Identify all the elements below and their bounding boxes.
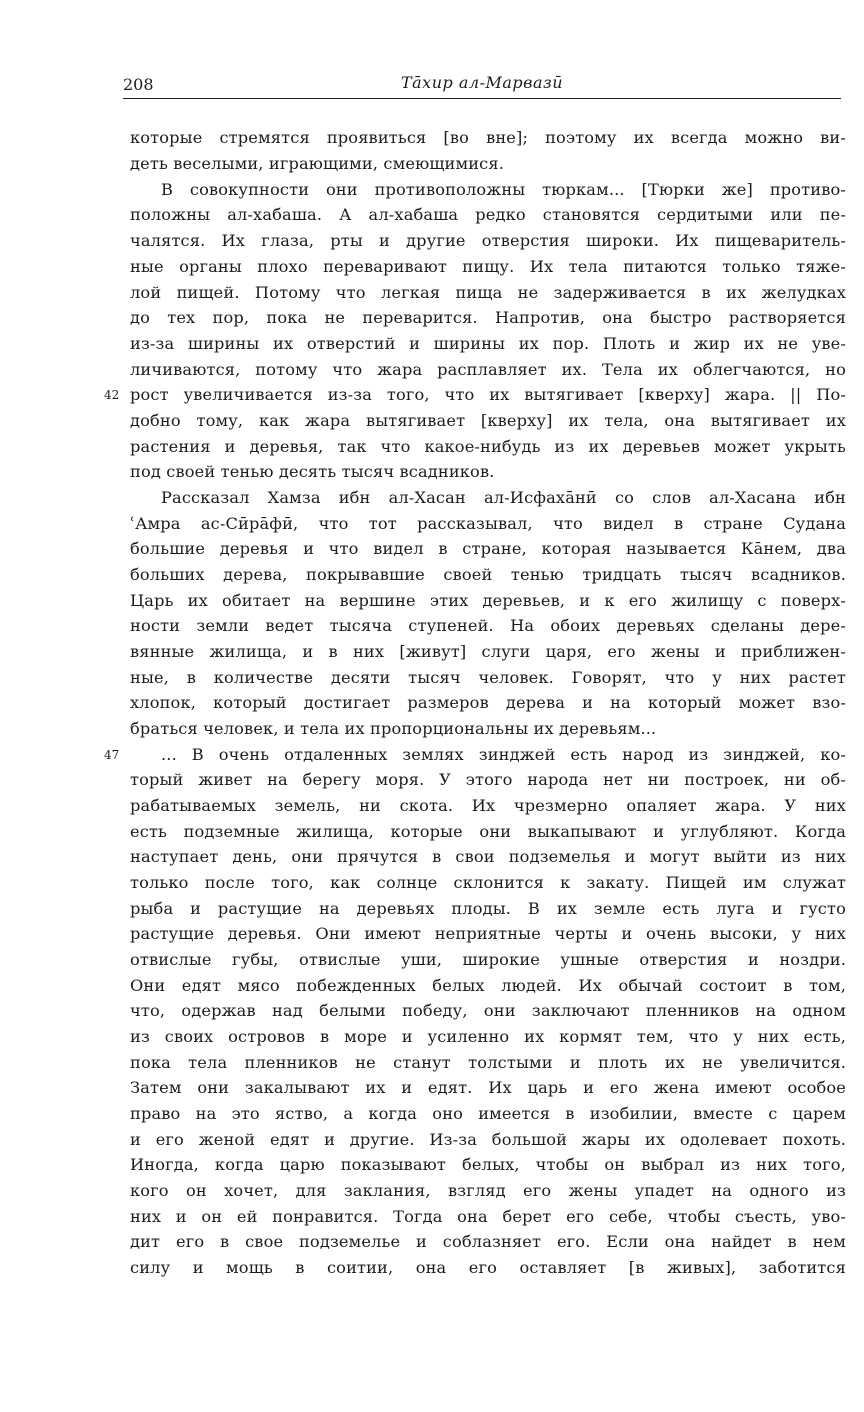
text-line: и его женой едят и другие. Из-за большой жары их одолевает похоть. bbox=[130, 1130, 846, 1149]
text-line: ... В очень отдаленных землях зинджей есть народ из зинджей, ко- bbox=[161, 745, 846, 764]
text-line: отвислые губы, отвислые уши, широкие ушные отверстия и ноздри. bbox=[130, 950, 846, 969]
text-line: которые стремятся проявиться [во вне]; поэтому их всегда можно ви- bbox=[130, 128, 846, 147]
text-line: ʿАмра ас-Сӣрāфӣ, что тот рассказывал, что видел в стране Судана bbox=[130, 514, 846, 533]
text-line: что, одержав над белыми победу, они заключают пленников на одном bbox=[130, 1001, 846, 1020]
text-line: Рассказал Хамза ибн ал-Хасан ал-Исфахāнӣ со слов ал-Хасана ибн bbox=[161, 488, 846, 507]
text-line: рост увеличивается из-за того, что их вытягивает [кверху] жара. || По- bbox=[130, 385, 846, 404]
text-line: добно тому, как жара вытягивает [кверху] их тела, она вытягивает их bbox=[130, 411, 846, 430]
text-line: Царь их обитает на вершине этих деревьев, и к его жилищу с поверх- bbox=[130, 591, 846, 610]
text-line: из своих островов в море и усиленно их кормят тем, что у них есть, bbox=[130, 1027, 846, 1046]
text-line: Иногда, когда царю показывают белых, чтобы он выбрал из них того, bbox=[130, 1155, 846, 1174]
text-line: дит его в свое подземелье и соблазняет его. Если она найдет в нем bbox=[130, 1232, 846, 1251]
text-line: из-за ширины их отверстий и ширины их пор. Плоть и жир их не уве- bbox=[130, 334, 846, 353]
running-title: Тāхир ал-Марвазӣ bbox=[400, 73, 564, 92]
text-line: торый живет на берегу моря. У этого народа нет ни построек, ни об- bbox=[130, 770, 846, 789]
text-line: под своей тенью десять тысяч всадников. bbox=[130, 462, 495, 481]
text-line: рыба и растущие на деревьях плоды. В их земле есть луга и густо bbox=[130, 899, 846, 918]
text-line: растения и деревья, так что какое-нибудь из их деревьев может укрыть bbox=[130, 437, 846, 456]
text-line: только после того, как солнце склонится к закату. Пищей им служат bbox=[130, 873, 846, 892]
text-line: ные органы плохо переваривают пищу. Их тела питаются только тяже- bbox=[130, 257, 846, 276]
page-header bbox=[123, 72, 841, 98]
text-line: В совокупности они противоположны тюркам... [Тюрки же] противо- bbox=[161, 180, 846, 199]
text-line: чалятся. Их глаза, рты и другие отверстия широки. Их пищеваритель- bbox=[130, 231, 846, 250]
text-line: большие деревья и что видел в стране, которая называется Кāнем, два bbox=[130, 539, 846, 558]
text-line: личиваются, потому что жара расплавляет их. Тела их облегчаются, но bbox=[130, 360, 846, 379]
text-line: право на это яство, а когда оно имеется в изобилии, вместе с царем bbox=[130, 1104, 846, 1123]
text-line: силу и мощь в соитии, она его оставляет [в живых], заботится bbox=[130, 1258, 846, 1277]
text-line: больших дерева, покрывавшие своей тенью тридцать тысяч всадников. bbox=[130, 565, 846, 584]
text-line: Они едят мясо побежденных белых людей. Их обычай состоит в том, bbox=[130, 976, 846, 995]
text-line: лой пищей. Потому что легкая пища не задерживается в их желудках bbox=[130, 283, 846, 302]
text-line: деть веселыми, играющими, смеющимися. bbox=[130, 154, 505, 173]
text-line: наступает день, они прячутся в свои подземелья и могут выйти из них bbox=[130, 847, 846, 866]
margin-folio-number: 42 bbox=[104, 388, 120, 402]
text-line: них и он ей понравится. Тогда она берет его себе, чтобы съесть, уво- bbox=[130, 1207, 846, 1226]
text-line: положны ал-хабаша. А ал-хабаша редко становятся сердитыми или пе- bbox=[130, 205, 846, 224]
page-number: 208 bbox=[123, 75, 154, 94]
text-line: хлопок, который достигает размеров дерева и на который может взо- bbox=[130, 693, 846, 712]
text-line: браться человек, и тела их пропорциональны их деревьям... bbox=[130, 719, 657, 738]
text-line: до тех пор, пока не переварится. Напротив, она быстро растворяется bbox=[130, 308, 846, 327]
text-line: рабатываемых земель, ни скота. Их чрезмерно опаляет жара. У них bbox=[130, 796, 846, 815]
header-rule bbox=[123, 98, 841, 99]
text-line: вянные жилища, и в них [живут] слуги царя, его жены и приближен- bbox=[130, 642, 846, 661]
text-line: Затем они закалывают их и едят. Их царь и его жена имеют особое bbox=[130, 1078, 846, 1097]
margin-folio-number: 47 bbox=[104, 748, 120, 762]
text-line: есть подземные жилища, которые они выкапывают и углубляют. Когда bbox=[130, 822, 846, 841]
text-line: кого он хочет, для заклания, взгляд его жены упадет на одного из bbox=[130, 1181, 846, 1200]
text-line: пока тела пленников не станут толстыми и плоть их не увеличится. bbox=[130, 1053, 846, 1072]
text-line: растущие деревья. Они имеют неприятные черты и очень высоки, у них bbox=[130, 924, 846, 943]
text-line: ные, в количестве десяти тысяч человек. Говорят, что у них растет bbox=[130, 668, 846, 687]
text-line: ности земли ведет тысяча ступеней. На обоих деревьях сделаны дере- bbox=[130, 616, 846, 635]
